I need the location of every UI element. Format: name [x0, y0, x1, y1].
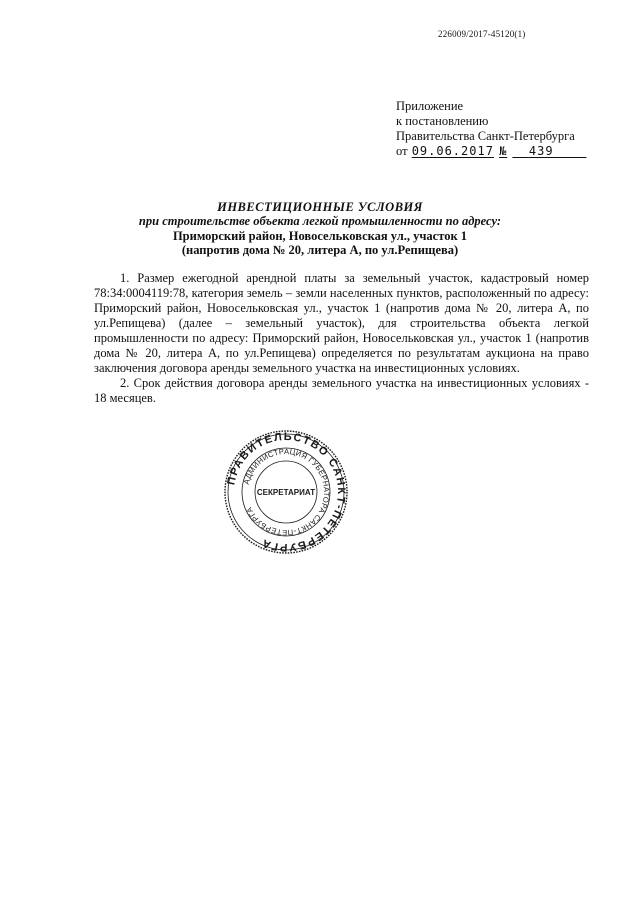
appendix-block — [396, 99, 587, 159]
address-line-2: (напротив дома № 20, литера А, по ул.Репищева) — [181, 243, 459, 257]
document-number: 226009/2017-45120(1) — [438, 29, 526, 39]
document-body — [94, 271, 589, 406]
date-value: 09.06.2017 — [411, 144, 494, 158]
seal-graphic — [223, 429, 349, 555]
number-prefix: № — [499, 144, 508, 158]
paragraph-2: 2. Срок действия договора аренды земельного участка на инвестиционных условиях - 18 месяцев. — [94, 376, 589, 405]
appendix-line-3: Правительства Санкт-Петербурга — [396, 129, 575, 143]
appendix-line-2: к постановлению — [396, 114, 489, 128]
document-title: ИНВЕСТИЦИОННЫЕ УСЛОВИЯ — [217, 200, 423, 214]
paragraph-1: 1. Размер ежегодной арендной платы за земельный участок, кадастровый номер 78:34:0004119:78, категория земель – земли населенных пунктов, расположенный по адресу: Приморский район, Новосельковская ул., участок 1 (напротив дома № 20, литера А, по ул.Репищева) (далее – земельный участок), для строительства объекта легкой промышленности по адресу: Приморский район, Новосельковская ул., участок 1 (напротив дома № 20, литера А, по ул.Репищева) определяется по результатам аукциона на право заключения договора аренды земельного участка на инвестиционных условиях. — [94, 271, 589, 375]
appendix-line-1: Приложение — [396, 99, 464, 113]
seal-outer-text: ПРАВИТЕЛЬСТВО САНКТ-ПЕТЕРБУРГА — [225, 430, 348, 554]
seal-inner-text: АДМИНИСТРАЦИЯ ГУБЕРНАТОРА САНКТ-ПЕТЕРБУРГА — [241, 446, 332, 538]
date-prefix: от — [396, 144, 408, 158]
seal-center-text: СЕКРЕТАРИАТ — [256, 488, 316, 497]
number-value: 439 — [528, 144, 554, 158]
document-subtitle: при строительстве объекта легкой промышленности по адресу: — [138, 214, 502, 228]
address-line-1: Приморский район, Новосельковская ул., участок 1 — [172, 229, 468, 243]
official-seal — [223, 429, 349, 555]
appendix-date-line — [396, 144, 587, 159]
